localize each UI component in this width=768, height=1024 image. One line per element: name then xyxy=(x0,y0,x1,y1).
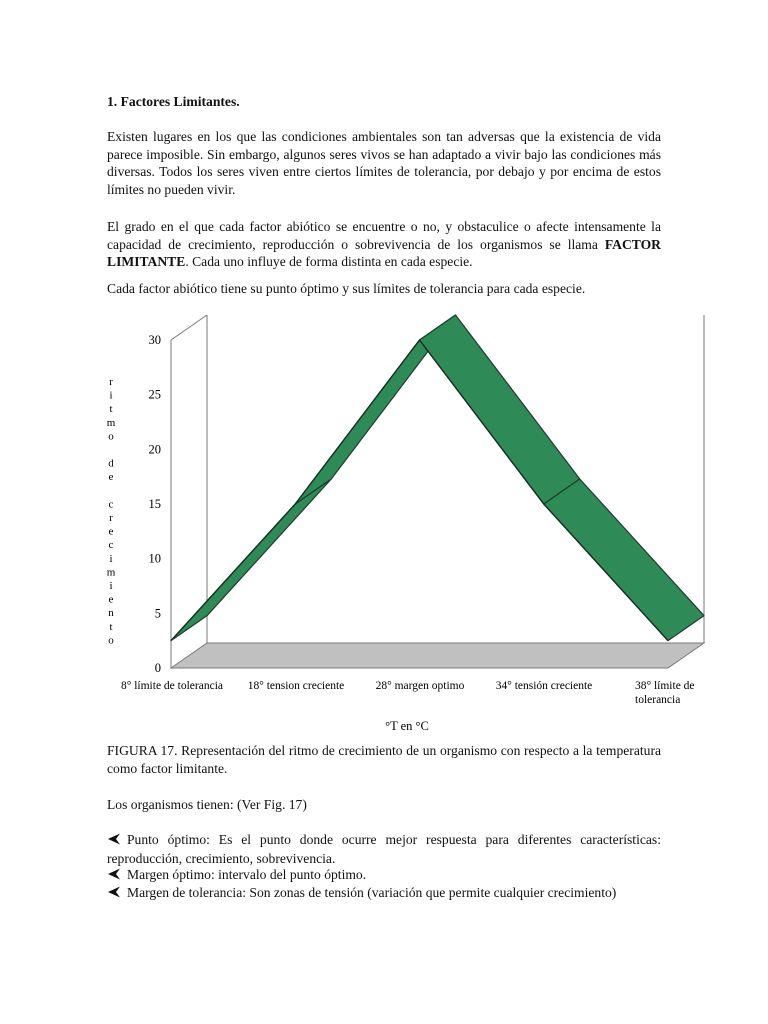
list-item-text: Margen de tolerancia: Son zonas de tensión (variación que permite cualquier crecimiento) xyxy=(127,885,617,900)
x-axis-label: °T en °C xyxy=(385,719,429,730)
wall-top-edge xyxy=(171,315,207,340)
y-tick-label: 5 xyxy=(154,606,161,621)
y-tick-label: 15 xyxy=(148,497,161,511)
x-tick-label: 18° tension creciente xyxy=(247,680,345,692)
y-tick-label: 10 xyxy=(148,551,161,566)
list-item-text: Punto óptimo: Es el punto donde ocurre mejor respuesta para diferentes características: reproducción, crecimiento, sobrevivencia. xyxy=(107,832,661,866)
series-line xyxy=(171,340,668,641)
y-tick-label: 30 xyxy=(148,333,161,347)
x-tick-label: 28° margen optimo xyxy=(375,680,465,692)
y-tick-label: 0 xyxy=(154,661,161,675)
figure-caption: FIGURA 17. Representación del ritmo de crecimiento de un organismo con respecto a la temperatura como factor limitante. xyxy=(107,743,661,776)
arrow-bullet-icon xyxy=(107,867,121,885)
ribbon-segment xyxy=(171,479,331,641)
paragraph-intro: Existen lugares en los que las condiciones ambientales son tan adversas que la existencia de vida parece imposible. Sin embargo, algunos seres vivos se han adaptado a vivir bajo las condiciones más diversas. Todos los seres viven entre ciertos límites de tolerancia, por debajo y por encima de estos límites no pueden vivir. xyxy=(107,129,661,197)
x-tick-label: 34° tensión creciente xyxy=(495,680,593,692)
list-item-text: Margen óptimo: intervalo del punto óptimo. xyxy=(127,867,367,882)
chart-floor xyxy=(171,643,704,668)
arrow-bullet-icon xyxy=(107,885,121,903)
list-item xyxy=(107,866,661,885)
y-axis-label: r i t m o d e c r e c i m i e n t o xyxy=(106,376,116,647)
data-ribbon xyxy=(171,315,704,641)
paragraph-limiting-factor xyxy=(107,218,661,271)
section-heading: 1. Factores Limitantes. xyxy=(107,94,240,109)
paragraph-text: . Cada uno influye de forma distinta en cada especie. xyxy=(185,254,473,270)
list-intro: Los organismos tienen: (Ver Fig. 17) xyxy=(107,797,307,812)
x-tick-label: 38° límite de tolerancia xyxy=(635,680,695,706)
list-item xyxy=(107,884,661,903)
arrow-bullet-icon xyxy=(107,832,121,850)
limiting-factor-term: FACTOR LIMITANTE xyxy=(107,236,661,270)
ribbon-segment xyxy=(544,479,704,641)
paragraph-text: El grado en el que cada factor abiótico se encuentre o no, y obstaculice o afecte intensamente la capacidad de crecimiento, reproducción o sobrevivencia de los organismos se llama xyxy=(107,219,661,252)
y-tick-labels xyxy=(149,333,162,675)
list-item xyxy=(107,831,661,867)
x-tick-label: 8° límite de tolerancia xyxy=(121,680,223,692)
growth-rate-chart xyxy=(0,300,768,730)
ribbon-segment xyxy=(420,315,580,504)
paragraph-optimum: Cada factor abiótico tiene su punto óptimo y sus límites de tolerancia para cada especie. xyxy=(107,281,586,296)
y-tick-label: 20 xyxy=(148,442,161,457)
x-tick-labels xyxy=(121,680,695,706)
y-tick-label: 25 xyxy=(148,387,161,402)
